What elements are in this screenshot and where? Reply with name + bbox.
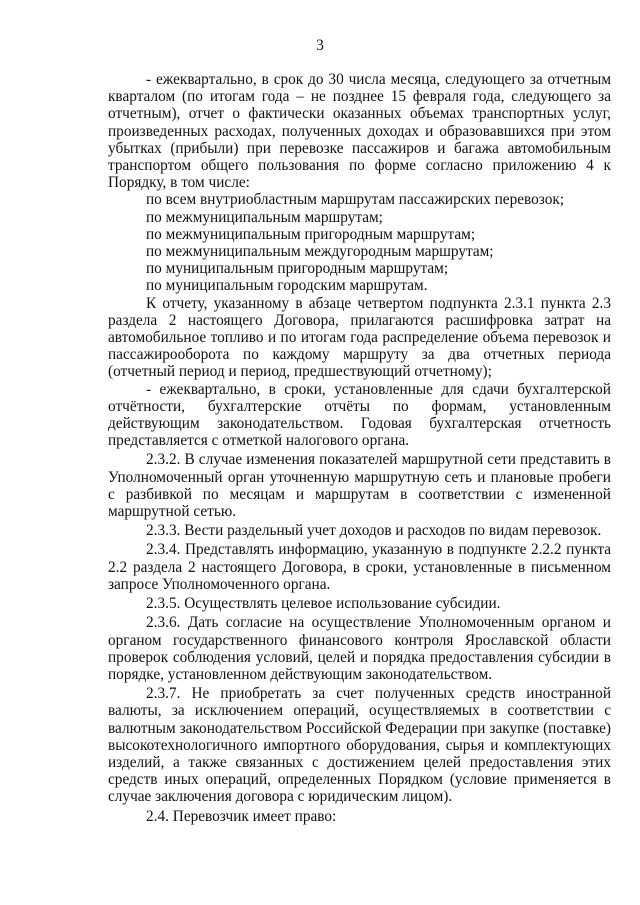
clause-2-3-6: 2.3.6. Дать согласие на осуществление Уполномоченным органом и органом государственного финансового контроля Ярославской области проверок соблюдения условий, целей и порядка предоставления субсидии в порядке, установленном действующим законодательством. [108, 614, 611, 683]
list-item-routes: по межмуниципальным междугородным маршрутам; [146, 243, 494, 261]
page-number: 3 [316, 37, 324, 54]
list-item-routes: по межмуниципальным пригородным маршрутам; [146, 225, 476, 243]
list-item-routes: по межмуниципальным маршрутам; [146, 208, 383, 226]
list-item-routes: по муниципальным городским маршрутам. [146, 277, 428, 295]
paragraph-report-attachment: К отчету, указанному в абзаце четвертом подпункта 2.3.1 пункта 2.3 раздела 2 настоящего Договора, прилагаются расшифровка затрат на автомобильное топливо и по итогам года распределение объема перевозок и пассажирооборота по каждому маршруту за два отчетных периода (отчетный период и период, предшествующий отчетному); [108, 294, 611, 381]
clause-2-3-3: 2.3.3. Вести раздельный учет доходов и расходов по видам перевозок. [146, 522, 602, 540]
list-item-routes: по муниципальным пригородным маршрутам; [146, 260, 449, 278]
clause-2-4: 2.4. Перевозчик имеет право: [146, 807, 337, 825]
clause-2-3-4: 2.3.4. Представлять информацию, указанную в подпункте 2.2.2 пункта 2.2 раздела 2 настоящего Договора, в сроки, установленные в письменном запросе Уполномоченного органа. [108, 541, 611, 593]
list-item-routes: по всем внутриобластным маршрутам пассажирских перевозок; [146, 191, 565, 209]
paragraph-accounting-reports: - ежеквартально, в сроки, установленные для сдачи бухгалтерской отчётности, бухгалтерские отчёты по формам, установленным действующим законодательством. Годовая бухгалтерская отчетность представляется с отметкой налогового органа. [108, 380, 611, 450]
clause-2-3-5: 2.3.5. Осуществлять целевое использование субсидии. [146, 595, 501, 613]
clause-2-3-2: 2.3.2. В случае изменения показателей маршрутной сети представить в Уполномоченный орган уточненную маршрутную сеть и плановые пробеги с разбивкой по месяцам и маршрутам в соответствии с измененной маршрутной сетью. [108, 451, 611, 521]
clause-2-3-7: 2.3.7. Не приобретать за счет полученных средств иностранной валюты, за исключением операций, осуществляемых в соответствии с валютным законодательством Российской Федерации при закупке (поставке) высокотехнологичного импортного оборудования, сырья и комплектующих изделий, а также связанных с достижением целей предоставления этих средств иных операций, определенных Порядком (условие применяется в случае заключения договора с юридическим лицом). [108, 685, 611, 806]
paragraph-quarterly-report: - ежеквартально, в срок до 30 числа месяца, следующего за отчетным кварталом (по итогам года – не позднее 15 февраля года, следующего за отчетным), отчет о фактически оказанных объемах транспортных услуг, произведенных расходах, полученных доходах и образовавшихся при этом убытках (прибыли) при перевозке пассажиров и багажа автомобильным транспортом общего пользования по форме согласно приложению 4 к Порядку, в том числе: [108, 71, 611, 192]
document-body [108, 71, 611, 825]
